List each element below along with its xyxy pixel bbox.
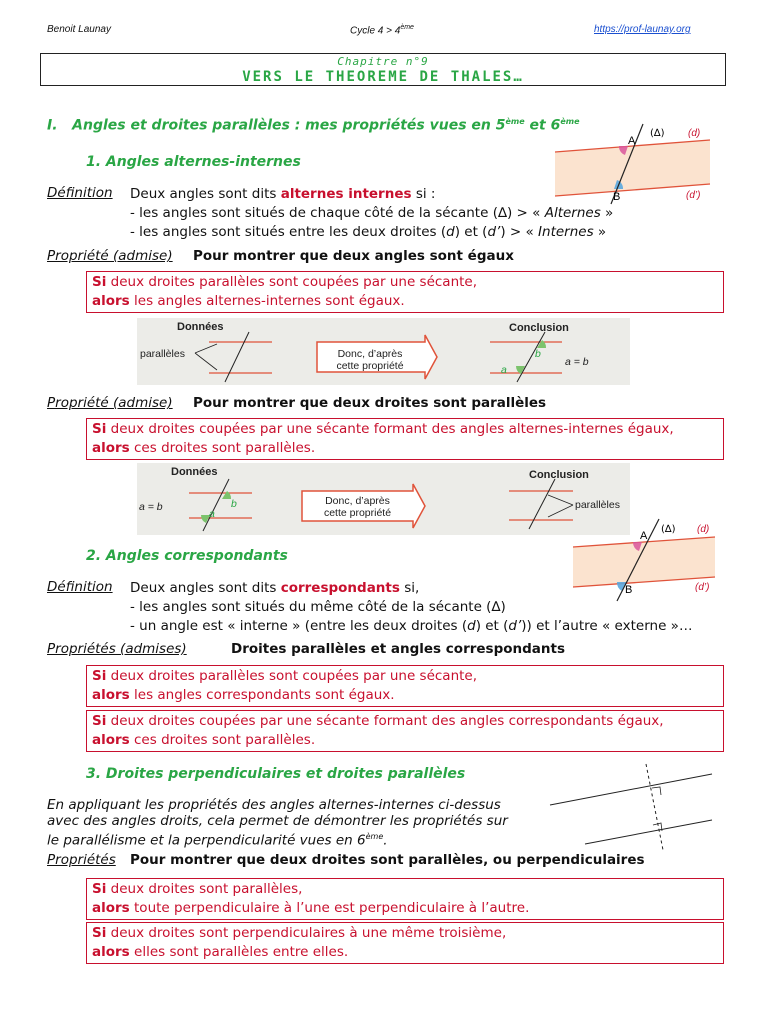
diagram-1-angle-b: b [535,348,541,360]
property-box-1: Si deux droites parallèles sont coupées par une sécante, alors les angles alternes-internes sont égaux. [86,271,724,313]
mid-line-d2-label: (d’) [695,582,710,593]
diagram-1-donnees: Données [177,321,224,333]
diagram-1-equality: a = b [565,356,589,368]
perpendicular-lines-figure [550,760,715,850]
header-cycle: Cycle 4 > 4ème [350,24,414,37]
corresponding-angles-figure [573,517,718,602]
definition-2-bullet-2: - un angle est « interne » (entre les deux droites (d) et (d’)) et l’autre « externe »… [130,618,693,634]
definition-1-bullet-2: - les angles sont situés entre les deux droites (d) et (d’) > « Internes » [130,224,607,240]
property-1-title: Pour montrer que deux angles sont égaux [193,248,514,264]
diagram-1 [137,318,630,385]
definition-1-text: Deux angles sont dits alternes internes si : [130,186,436,202]
chapter-title: VERS LE THEOREME DE THALES… [242,69,524,85]
properties-2-title: Droites parallèles et angles correspondants [231,641,565,657]
properties-3-label: Propriétés [47,852,116,868]
definition-2-label: Définition [47,579,113,595]
property-box-3: Si deux droites parallèles sont coupées par une sécante, alors les angles correspondants sont égaux. [86,665,724,707]
definition-1-bullet-1: - les angles sont situés de chaque côté de la sécante (∆) > « Alternes » [130,205,614,221]
property-1-label: Propriété (admise) [47,248,173,264]
property-2-title: Pour montrer que deux droites sont parallèles [193,395,547,411]
definition-2-bullet-1: - les angles sont situés du même côté de la sécante (∆) [130,599,506,615]
property-2-label: Propriété (admise) [47,395,173,411]
definition-2-text: Deux angles sont dits correspondants si, [130,580,420,596]
diagram-2-conclusion: Conclusion [529,469,589,481]
header-website-link[interactable]: https://prof-launay.org [594,24,691,35]
subsection-2-heading: 2. Angles correspondants [86,548,288,564]
line-d2-label: (d’) [686,190,701,201]
property-box-2: Si deux droites coupées par une sécante formant des angles alternes-internes égaux, alors ces droites sont parallèles. [86,418,724,460]
subsection-1-heading: 1. Angles alternes-internes [86,154,301,170]
header-author: Benoit Launay [47,24,111,35]
mid-point-b-label: B [625,584,633,596]
properties-3-title: Pour montrer que deux droites sont parallèles, ou perpendiculaires [130,852,645,868]
secant-label: (∆) [650,128,665,139]
diagram-1-conclusion: Conclusion [509,322,569,334]
diagram-1-arrow-text: Donc, d’après cette propriété [336,348,404,372]
diagram-2-equality: a = b [139,501,163,513]
title-box [40,53,726,86]
point-a-label: A [628,135,636,147]
chapter-number: Chapitre n°9 [337,55,429,68]
diagram-2-angle-a: a [209,508,215,520]
properties-2-label: Propriétés (admises) [47,641,187,657]
property-box-4: Si deux droites coupées par une sécante formant des angles correspondants égaux, alors ces droites sont parallèles. [86,710,724,752]
mid-secant-label: (∆) [661,524,676,535]
diagram-2-angle-b: b [231,498,237,510]
mid-line-d-label: (d) [697,524,710,535]
section-1-heading: I. Angles et droites parallèles : mes propriétés vues en 5ème et 6ème [47,117,580,134]
diagram-2-arrow-text: Donc, d’après cette propriété [323,495,392,519]
diagram-2-donnees: Données [171,466,218,478]
diagram-2 [137,463,630,535]
section-3-paragraph: En appliquant les propriétés des angles alternes-internes ci-dessus avec des angles droits, cela permet de démontrer les propriétés sur le parallélisme et la perpendicularité vues en 6ème. [47,797,508,849]
subsection-3-heading: 3. Droites perpendiculaires et droites parallèles [86,766,466,782]
diagram-1-angle-a: a [501,364,507,376]
definition-1-label: Définition [47,185,113,201]
property-box-6: Si deux droites sont perpendiculaires à une même troisième, alors elles sont parallèles entre elles. [86,922,724,964]
line-d-label: (d) [688,128,701,139]
alternate-angles-figure [555,122,715,207]
mid-point-a-label: A [640,530,648,542]
diagram-1-paralleles: parallèles [140,348,185,360]
point-b-label: B [613,191,621,203]
property-box-5: Si deux droites sont parallèles, alors toute perpendiculaire à l’une est perpendiculaire à l’autre. [86,878,724,920]
diagram-2-paralleles: parallèles [575,499,620,511]
